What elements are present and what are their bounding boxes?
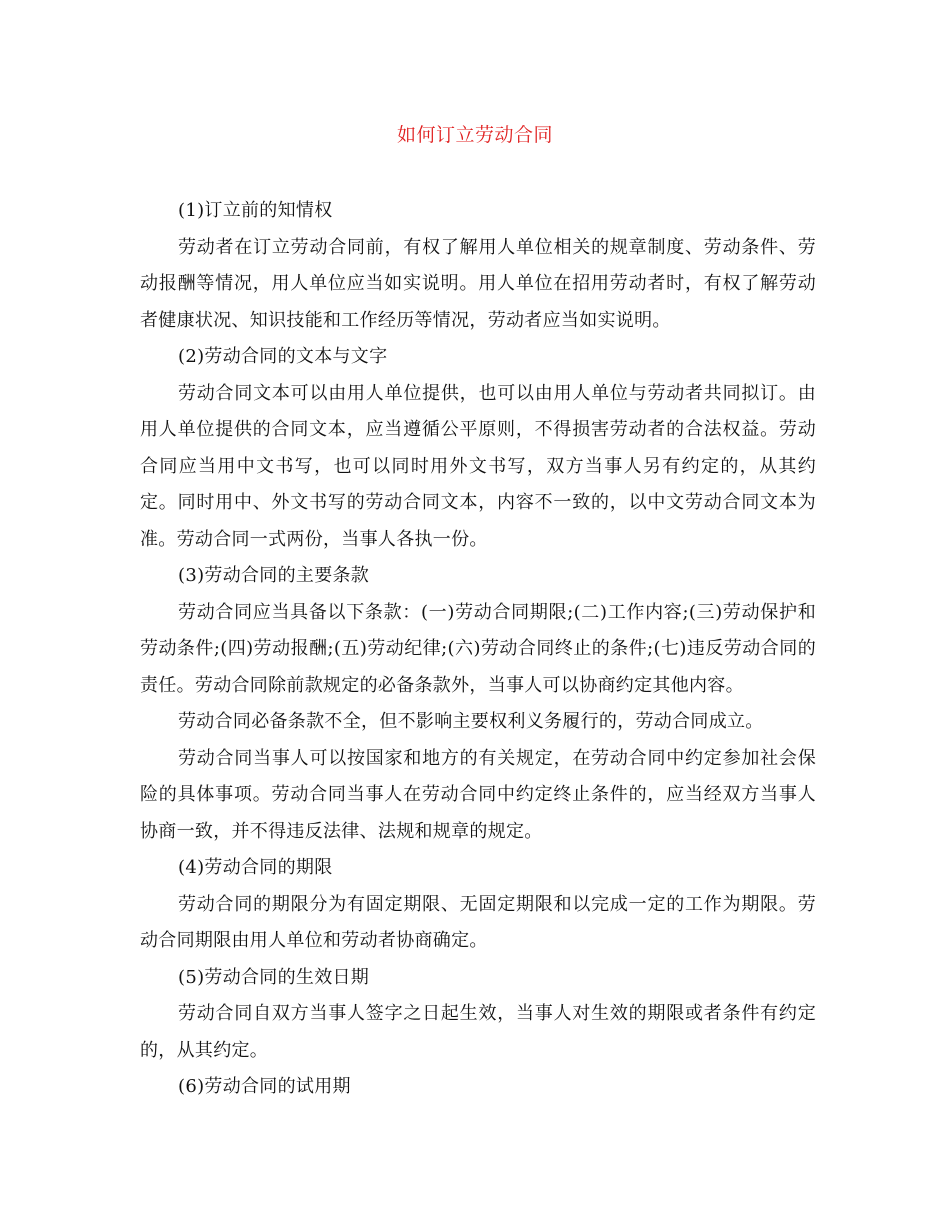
heading-3-main-clauses: (3)劳动合同的主要条款 <box>178 565 370 586</box>
heading-5-effective-date: (5)劳动合同的生效日期 <box>178 966 370 988</box>
heading-1-right-to-know: (1)订立前的知情权 <box>178 200 333 221</box>
heading-2-text-and-language: (2)劳动合同的文本与文字 <box>178 346 388 367</box>
heading-6-probation: (6)劳动合同的试用期 <box>178 1076 351 1097</box>
paragraph-term: 劳动合同的期限分为有固定期限、无固定期限和以完成一定的工作为期限。劳动合同期限由用人单位和劳动者协商确定。 <box>140 893 816 951</box>
paragraph-social-insurance: 劳动合同当事人可以按国家和地方的有关规定，在劳动合同中约定参加社会保险的具体事项。劳动合同当事人在劳动合同中约定终止条件的，应当经双方当事人协商一致，并不得违反法律、法规和规章的规定。 <box>140 747 816 842</box>
document-title: 如何订立劳动合同 <box>396 124 553 146</box>
paragraph-text-and-language: 劳动合同文本可以由用人单位提供，也可以由用人单位与劳动者共同拟订。由用人单位提供的合同文本，应当遵循公平原则，不得损害劳动者的合法权益。劳动合同应当用中文书写，也可以同时用外文书写，双方当事人另有约定的，从其约定。同时用中、外文书写的劳动合同文本，内容不一致的，以中文劳动合同文本为准。劳动合同一式两份，当事人各执一份。 <box>140 382 816 550</box>
paragraph-incomplete-clauses: 劳动合同必备条款不全，但不影响主要权利义务履行的，劳动合同成立。 <box>178 711 764 732</box>
paragraph-main-clauses: 劳动合同应当具备以下条款：(一)劳动合同期限;(二)工作内容;(三)劳动保护和劳动条件;(四)劳动报酬;(五)劳动纪律;(六)劳动合同终止的条件;(七)违反劳动合同的责任。劳动合同除前款规定的必备条款外，当事人可以协商约定其他内容。 <box>140 601 816 696</box>
paragraph-effective-date: 劳动合同自双方当事人签字之日起生效，当事人对生效的期限或者条件有约定的，从其约定。 <box>140 1003 816 1061</box>
document-body <box>140 193 816 1106</box>
paragraph-right-to-know: 劳动者在订立劳动合同前，有权了解用人单位相关的规章制度、劳动条件、劳动报酬等情况，用人单位应当如实说明。用人单位在招用劳动者时，有权了解劳动者健康状况、知识技能和工作经历等情况，劳动者应当如实说明。 <box>140 236 816 331</box>
heading-4-term: (4)劳动合同的期限 <box>178 857 333 878</box>
